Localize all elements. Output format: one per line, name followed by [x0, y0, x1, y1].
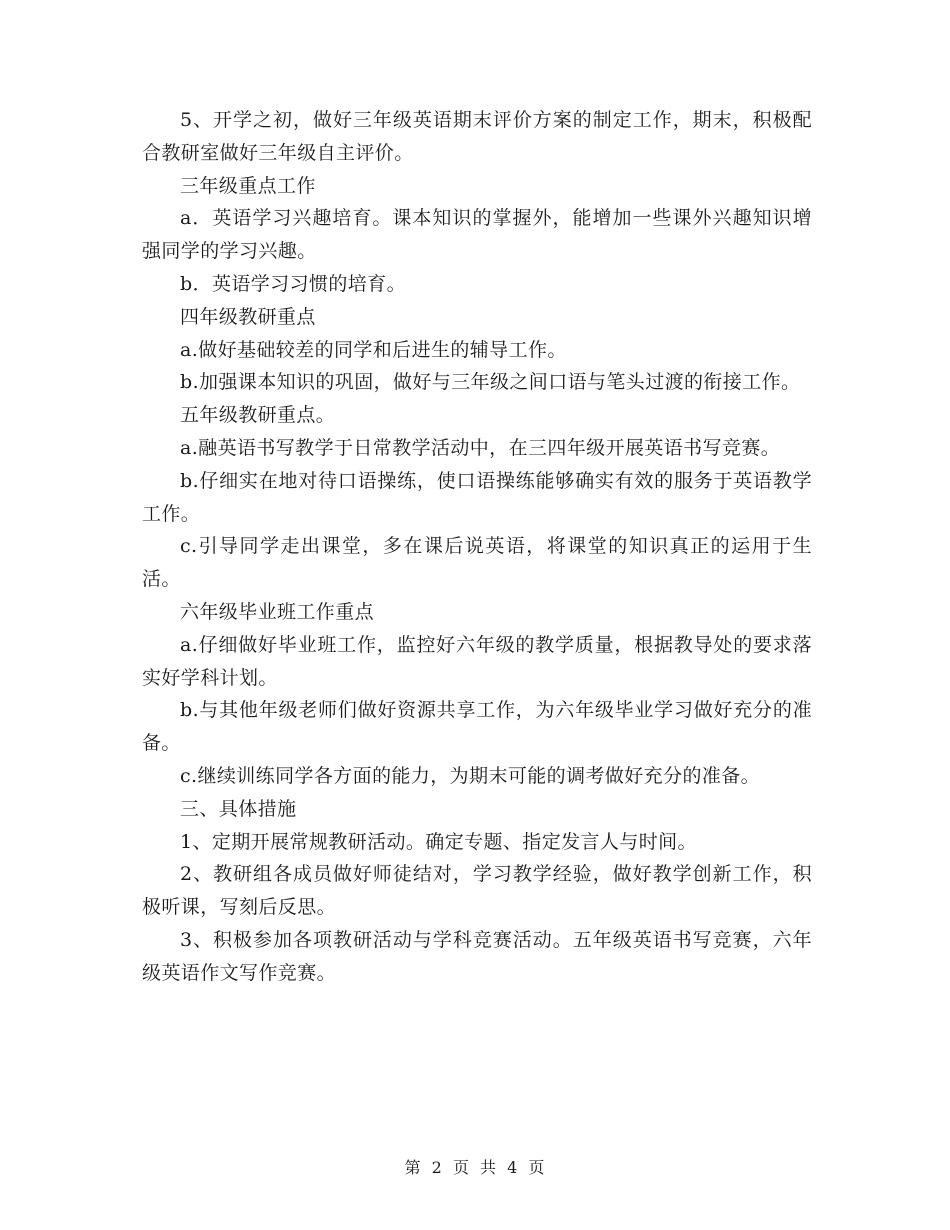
paragraph: 1、定期开展常规教研活动。确定专题、指定发言人与时间。 — [180, 830, 697, 853]
section-heading: 四年级教研重点 — [180, 305, 316, 328]
section-heading: 六年级毕业班工作重点 — [180, 600, 375, 623]
paragraph: 3、积极参加各项教研活动与学科竞赛活动。五年级英语书写竞赛，六年级英语作文写作竞赛。 — [142, 928, 812, 984]
section-heading: 五年级教研重点。 — [180, 404, 336, 427]
paragraph: c.继续训练同学各方面的能力，为期末可能的调考做好充分的准备。 — [180, 764, 761, 787]
paragraph: b.与其他年级老师们做好资源共享工作，为六年级毕业学习做好充分的准备。 — [142, 699, 812, 755]
paragraph: b.仔细实在地对待口语操练，使口语操练能够确实有效的服务于英语教学工作。 — [142, 469, 812, 525]
paragraph: b．英语学习习惯的培育。 — [180, 272, 406, 295]
paragraph: a.仔细做好毕业班工作，监控好六年级的教学质量，根据教导处的要求落实好学科计划。 — [142, 633, 812, 689]
paragraph: a.融英语书写教学于日常教学活动中，在三四年级开展英语书写竞赛。 — [180, 436, 781, 459]
paragraph: c.引导同学走出课堂，多在课后说英语，将课堂的知识真正的运用于生活。 — [142, 535, 812, 591]
paragraph: 2、教研组各成员做好师徒结对，学习教学经验，做好教学创新工作，积极听课，写刻后反思。 — [142, 863, 812, 919]
document-body — [142, 104, 812, 990]
paragraph: b.加强课本知识的巩固，做好与三年级之间口语与笔头过渡的衔接工作。 — [180, 371, 801, 394]
paragraph: a．英语学习兴趣培育。课本知识的掌握外，能增加一些课外兴趣知识增强同学的学习兴趣。 — [142, 207, 812, 263]
section-heading: 三年级重点工作 — [180, 174, 316, 197]
page-number-footer: 第 2 页 共 4 页 — [404, 1158, 546, 1177]
paragraph: a.做好基础较差的同学和后进生的辅导工作。 — [180, 338, 567, 361]
paragraph: 5、开学之初，做好三年级英语期末评价方案的制定工作，期末，积极配合教研室做好三年级自主评价。 — [142, 109, 812, 164]
section-heading: 三、具体措施 — [180, 797, 297, 820]
